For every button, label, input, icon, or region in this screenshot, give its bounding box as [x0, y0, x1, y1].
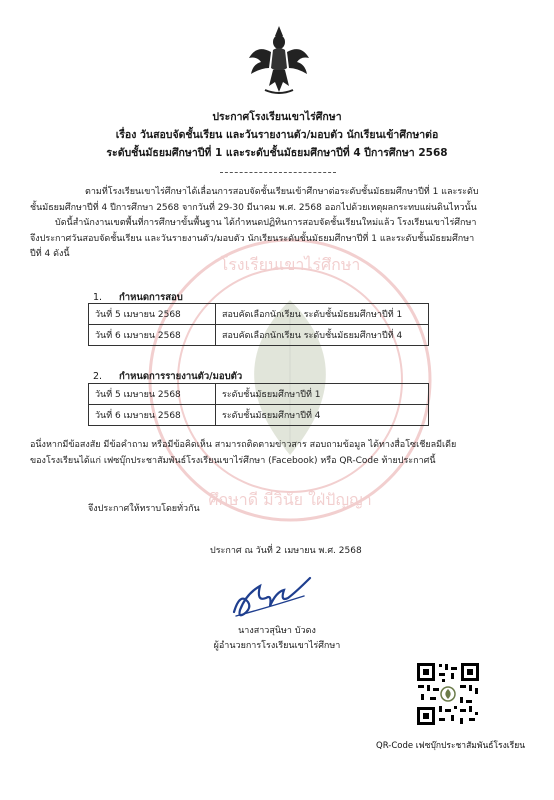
signature-image [226, 572, 316, 622]
date-cell: วันที่ 5 เมษายน 2568 [89, 384, 216, 405]
date-cell: วันที่ 6 เมษายน 2568 [89, 405, 216, 426]
detail-cell: ระดับชั้นมัธยมศึกษาปีที่ 1 [216, 384, 429, 405]
intro-line-1: ตามที่โรงเรียนเขาไร่ศึกษาได้เลื่อนการสอบจัดชั้นเรียนเข้าศึกษาต่อระดับชั้นมัธยมศึกษาปีที่ 1 และระดับ [85, 187, 479, 197]
svg-text:โรงเรียนเขาไร่ศึกษา: โรงเรียนเขาไร่ศึกษา [219, 255, 361, 274]
signer-block [0, 624, 554, 654]
header-line-1: ประกาศโรงเรียนเขาไร่ศึกษา [212, 111, 342, 123]
table-row [89, 304, 429, 325]
qr-caption: QR-Code เฟซบุ๊กประชาสัมพันธ์โรงเรียน [376, 741, 526, 751]
date-cell: วันที่ 5 เมษายน 2568 [89, 304, 216, 325]
header-divider [220, 172, 336, 173]
detail-cell: สอบคัดเลือกนักเรียน ระดับชั้นมัธยมศึกษาปีที่ 1 [216, 304, 429, 325]
header-line-2: เรื่อง วันสอบจัดชั้นเรียน และวันรายงานตัว/มอบตัว นักเรียนเข้าศึกษาต่อ [115, 129, 439, 141]
section-label: กำหนดการรายงานตัว/มอบตัว [119, 371, 243, 382]
section-number: 2. [93, 371, 103, 382]
signer-name: นางสาวสุนิษา บัวดง [238, 626, 316, 636]
table-row [89, 405, 429, 426]
section-label: กำหนดการสอบ [119, 292, 183, 303]
contact-paragraph [30, 438, 530, 469]
header-line-3: ระดับชั้นมัธยมศึกษาปีที่ 1 และระดับชั้นมัธยมศึกษาปีที่ 4 ปีการศึกษา 2568 [106, 147, 448, 159]
qr-code-icon[interactable] [415, 661, 481, 727]
signer-position: ผู้อำนวยการโรงเรียนเขาไร่ศึกษา [213, 641, 341, 651]
announce-statement: จึงประกาศให้ทราบโดยทั่วกัน [88, 504, 200, 514]
garuda-emblem-icon [247, 24, 311, 96]
intro-line-5: ปีที่ 4 ดังนี้ [30, 249, 70, 259]
detail-cell: สอบคัดเลือกนักเรียน ระดับชั้นมัธยมศึกษาปีที่ 4 [216, 325, 429, 346]
report-schedule-table [88, 383, 429, 426]
table-row [89, 384, 429, 405]
contact-line-2: ของโรงเรียนได้แก่ เฟซบุ๊กประชาสัมพันธ์โรงเรียนเขาไร่ศึกษา (Facebook) หรือ QR-Code ท้ายประกาศนี้ [30, 455, 436, 466]
exam-schedule-table [88, 303, 429, 346]
date-cell: วันที่ 6 เมษายน 2568 [89, 325, 216, 346]
announcement-header [0, 108, 554, 162]
table-row [89, 325, 429, 346]
svg-text:ศึกษาดี มีวินัย ใฝ่ปัญญา: ศึกษาดี มีวินัย ใฝ่ปัญญา [208, 490, 372, 509]
intro-line-4: จึงประกาศวันสอบจัดชั้นเรียน และวันรายงานตัว/มอบตัว นักเรียนระดับชั้นมัธยมศึกษาปีที่ 1 และระดับชั้นมัธยมศึกษา [30, 233, 475, 244]
section-2-title [93, 369, 242, 384]
section-number: 1. [93, 292, 103, 303]
detail-cell: ระดับชั้นมัธยมศึกษาปีที่ 4 [216, 405, 429, 426]
intro-line-3: บัดนี้สำนักงานเขตพื้นที่การศึกษาขั้นพื้นฐาน ได้กำหนดปฏิทินการสอบจัดชั้นเรียนใหม่แล้ว โรงเรียนเขาไร่ศึกษา [55, 218, 477, 228]
intro-line-2: ชั้นมัธยมศึกษาปีที่ 4 ปีการศึกษา 2568 จากวันที่ 29-30 มีนาคม พ.ศ. 2568 ออกไปด้วยเหตุผลกระทบแผ่นดินไหวนั้น [30, 202, 477, 213]
contact-line-1: อนึ่งหากมีข้อสงสัย มีข้อคำถาม หรือมีข้อคิดเห็น สามารถติดตามข่าวสาร สอบถามข้อมูล ได้ทางสื่อโซเชียลมีเดีย [30, 440, 457, 450]
announce-date: ประกาศ ณ วันที่ 2 เมษายน พ.ศ. 2568 [210, 546, 362, 556]
intro-paragraph [30, 185, 530, 263]
